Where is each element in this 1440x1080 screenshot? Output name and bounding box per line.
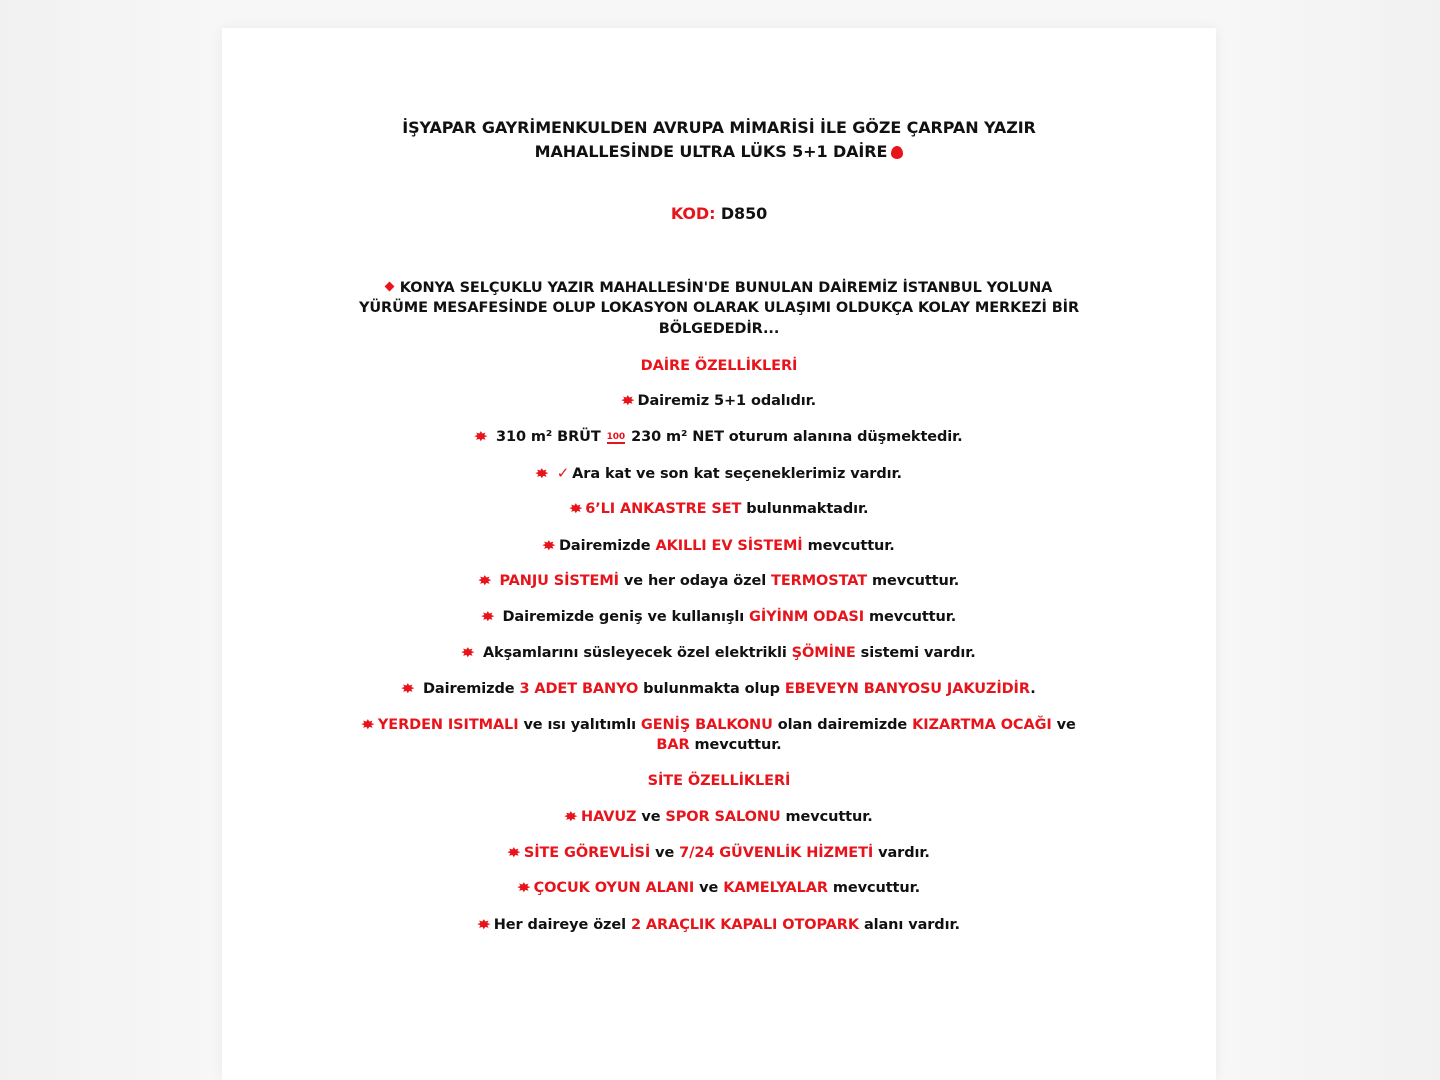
- star-bullet-icon: ✸: [400, 681, 416, 697]
- site-playground: ✸ ÇOCUK OYUN ALANI ve KAMELYALAR mevcuttur.: [516, 880, 920, 896]
- star-bullet-icon: ✸: [516, 880, 532, 896]
- intro-line-1: KONYA SELÇUKLU YAZIR MAHALLESİN'DE BUNULAN DAİREMİZ İSTANBUL YOLUNA: [222, 278, 1216, 298]
- site-parking: ✸ Her daireye özel 2 ARAÇLIK KAPALI OTOPARK alanı vardır.: [476, 917, 960, 933]
- star-bullet-icon: ✸: [568, 501, 583, 517]
- star-bullet-icon: ✸: [360, 717, 376, 733]
- intro-line-3: BÖLGEDEDİR...: [658, 321, 780, 337]
- feature-fireplace: ✸ Akşamlarını süsleyecek özel elektrikli ŞÖMİNE sistemi vardır.: [460, 645, 976, 661]
- document-page: [222, 28, 1216, 1080]
- star-bullet-icon: ✸: [534, 466, 550, 482]
- feature-bathrooms: ✸ Dairemizde 3 ADET BANYO bulunmakta olup EBEVEYN BANYOSU JAKUZİDİR.: [400, 681, 1036, 697]
- check-icon: ✓: [556, 464, 570, 482]
- star-bullet-icon: ✸: [563, 809, 579, 825]
- feature-builtin-set: ✸ 6’LI ANKASTRE SET bulunmaktadır.: [568, 501, 869, 517]
- star-bullet-icon: ✸: [460, 645, 476, 661]
- hundred-icon: 100: [606, 432, 626, 442]
- listing-code: KOD: D850: [670, 204, 768, 223]
- feature-heating-balcony-line-1: ✸ YERDEN ISITMALI ve ısı yalıtımlı GENİŞ BALKONU olan dairemizde KIZARTMA OCAĞI ve: [360, 717, 1076, 733]
- star-bullet-icon: ✸: [476, 917, 492, 933]
- star-bullet-icon: ✸: [541, 538, 557, 554]
- diamond-icon: [384, 282, 394, 292]
- star-bullet-icon: ✸: [506, 845, 522, 861]
- feature-heating-balcony-line-2: BAR mevcuttur.: [656, 737, 782, 753]
- title-line-1: İŞYAPAR GAYRİMENKULDEN AVRUPA MİMARİSİ İLE GÖZE ÇARPAN YAZIR: [402, 118, 1036, 137]
- star-bullet-icon: ✸: [477, 573, 492, 589]
- intro-line-2: YÜRÜME MESAFESİNDE OLUP LOKASYON OLARAK ULAŞIMI OLDUKÇA KOLAY MERKEZİ BİR: [358, 300, 1080, 316]
- star-bullet-icon: ✸: [473, 429, 489, 445]
- title-line-2: MAHALLESİNDE ULTRA LÜKS 5+1 DAİRE: [222, 138, 1216, 165]
- feature-area: ✸ 310 m² BRÜT 100 230 m² NET oturum alanına düşmektedir.: [473, 429, 963, 445]
- star-bullet-icon: ✸: [480, 609, 495, 625]
- site-features-heading: SİTE ÖZELLİKLERİ: [647, 773, 791, 789]
- feature-dressing-room: ✸ Dairemizde geniş ve kullanışlı GİYİNM ODASI mevcuttur.: [480, 609, 957, 625]
- feature-smart-home: ✸ Dairemizde AKILLI EV SİSTEMİ mevcuttur.: [541, 538, 895, 554]
- site-security: ✸ SİTE GÖREVLİSİ ve 7/24 GÜVENLİK HİZMETİ vardır.: [506, 845, 930, 861]
- apartment-features-heading: DAİRE ÖZELLİKLERİ: [640, 358, 798, 374]
- site-pool-gym: ✸ HAVUZ ve SPOR SALONU mevcuttur.: [563, 809, 873, 825]
- drop-icon: [891, 146, 903, 159]
- feature-thermostat: ✸ PANJU SİSTEMİ ve her odaya özel TERMOSTAT mevcuttur.: [477, 573, 960, 589]
- feature-floor-options: ✸ ✓ Ara kat ve son kat seçeneklerimiz vardır.: [534, 464, 902, 482]
- star-bullet-icon: ✸: [620, 393, 636, 409]
- feature-rooms: ✸ Dairemiz 5+1 odalıdır.: [620, 393, 817, 409]
